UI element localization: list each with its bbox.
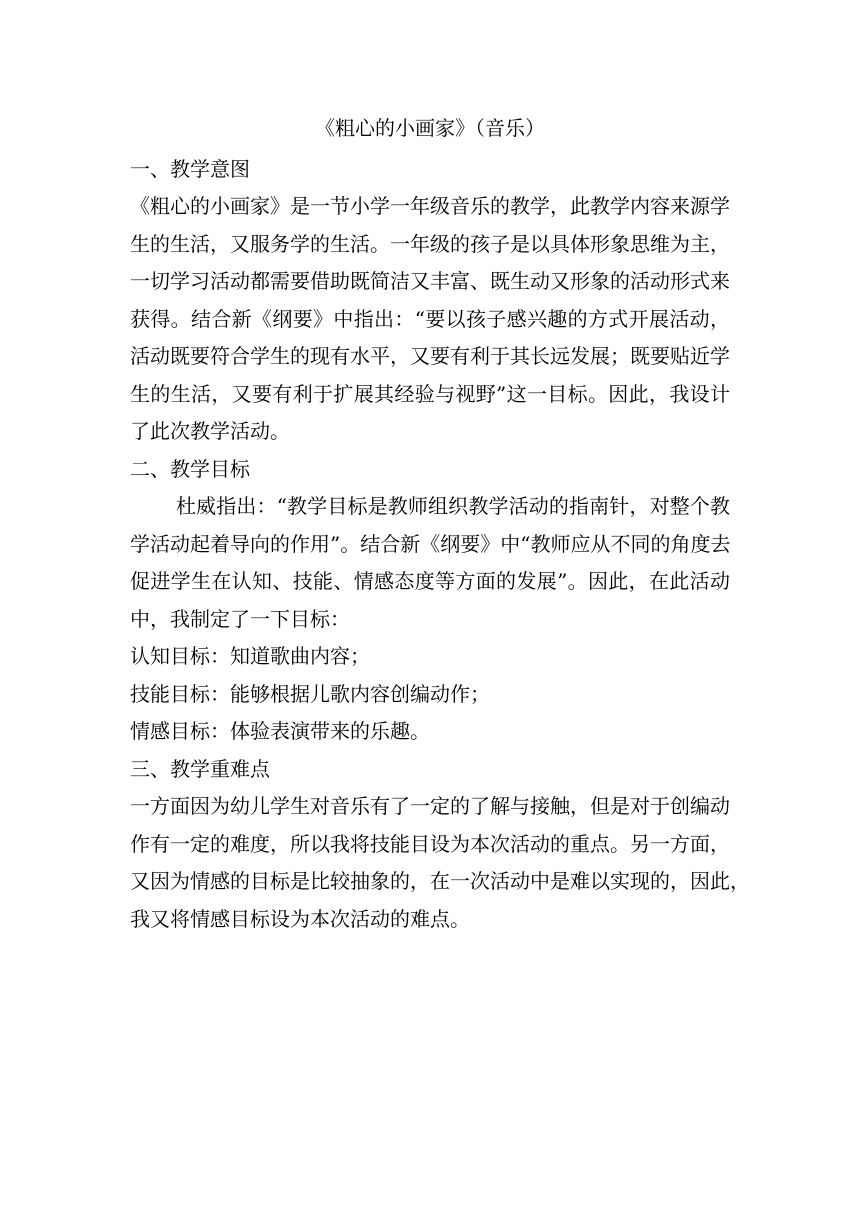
paragraph	[130, 188, 730, 451]
text-line: 活动既要符合学生的现有水平，又要有利于其长远发展；既要贴近学	[130, 344, 730, 368]
text-line: 了此次教学活动。	[130, 419, 290, 443]
document-title: 《粗心的小画家》（音乐）	[315, 116, 545, 140]
text-line: 杜威指出：“教学目标是教师组织教学活动的指南针，对整个教	[176, 494, 730, 518]
text-line: 生的生活，又要有利于扩展其经验与视野”这一目标。因此，我设计	[130, 381, 730, 406]
goal-skill: 技能目标：能够根据儿歌内容创编动作；	[130, 681, 490, 706]
text-line: 生的生活，又服务学的生活。一年级的孩子是以具体形象思维为主，	[130, 231, 730, 256]
goal-cognitive: 认知目标：知道歌曲内容；	[130, 644, 370, 668]
text-line: 我又将情感目标设为本次活动的难点。	[130, 906, 470, 931]
text-line: 《粗心的小画家》是一节小学一年级音乐的教学，此教学内容来源学	[130, 194, 730, 218]
paragraph	[130, 488, 730, 638]
text-line: 作有一定的难度，所以我将技能目设为本次活动的重点。另一方面，	[130, 831, 730, 856]
text-line: 学活动起着导向的作用”。结合新《纲要》中“教师应从不同的角度去	[130, 531, 731, 556]
paragraph	[130, 788, 750, 938]
section-heading: 一、教学意图	[130, 156, 250, 181]
text-line: 促进学生在认知、技能、情感态度等方面的发展”。因此，在此活动	[130, 569, 730, 593]
section-heading: 二、教学目标	[130, 456, 250, 481]
text-line: 一切学习活动都需要借助既简洁又丰富、既生动又形象的活动形式来	[130, 269, 730, 293]
document-page	[130, 110, 750, 938]
text-line: 获得。结合新《纲要》中指出：“要以孩子感兴趣的方式开展活动，	[130, 306, 730, 331]
goal-emotion: 情感目标：体验表演带来的乐趣。	[130, 719, 430, 743]
text-line: 又因为情感的目标是比较抽象的，在一次活动中是难以实现的，因此，	[130, 869, 750, 893]
section-heading: 三、教学重难点	[130, 756, 270, 781]
text-line: 一方面因为幼儿学生对音乐有了一定的了解与接触，但是对于创编动	[130, 794, 730, 818]
text-line: 中，我制定了一下目标：	[130, 606, 350, 631]
